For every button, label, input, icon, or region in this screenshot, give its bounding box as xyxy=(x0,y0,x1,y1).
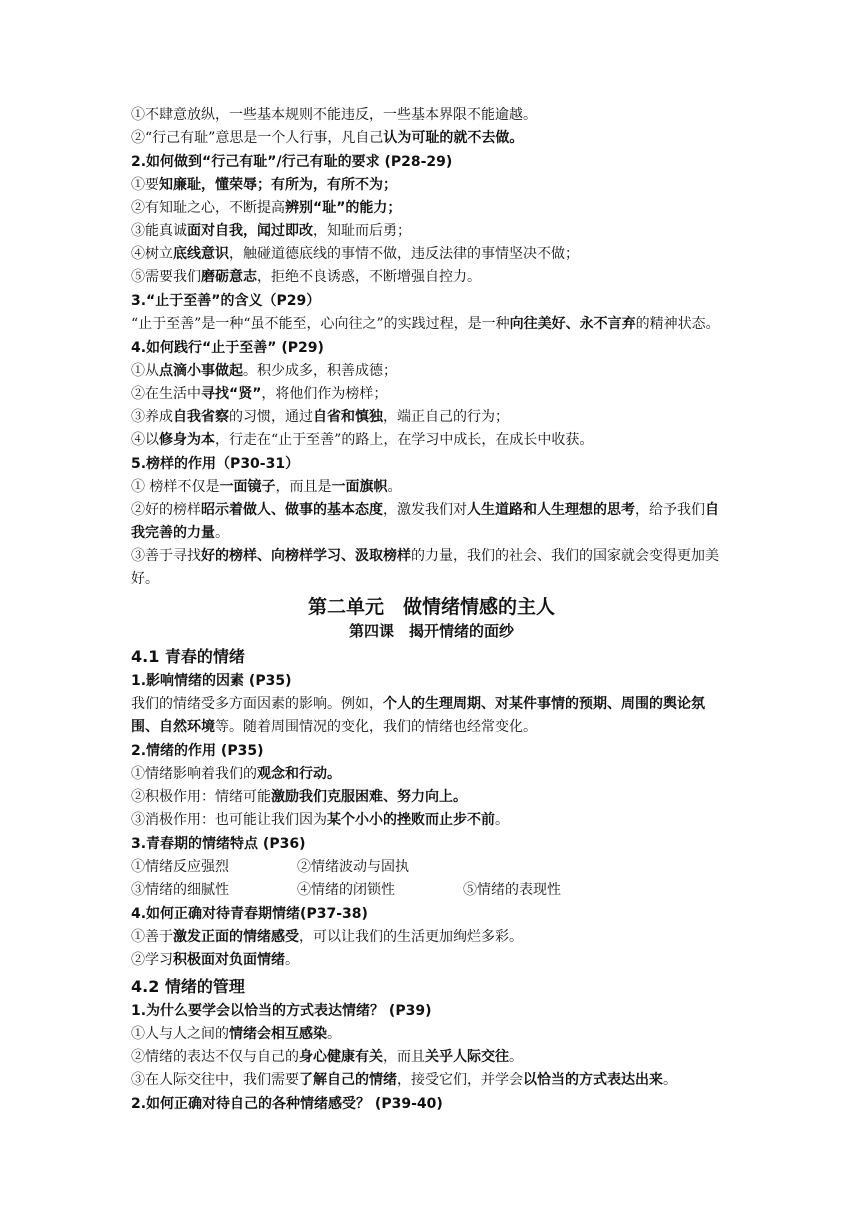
lesson-title xyxy=(131,620,732,642)
text: ③善于寻找 xyxy=(131,548,201,564)
trait-item: ③情绪的细腻性 xyxy=(131,882,229,898)
bold-text: 1.影响情绪的因素 (P35) xyxy=(131,673,292,689)
paragraph-line xyxy=(131,127,732,150)
paragraph xyxy=(131,313,732,336)
bold-text: 人生道路和人生理想的思考 xyxy=(467,502,635,518)
text: 。 xyxy=(285,952,299,968)
bold-text: 观念和行动。 xyxy=(257,766,341,782)
bold-text: 1.为什么要学会以恰当的方式表达情绪？ (P39) xyxy=(131,1003,432,1019)
bold-text: 第二单元 做情绪情感的主人 xyxy=(307,596,555,618)
bold-text: 寻找“贤” xyxy=(201,386,262,402)
text: ，而且 xyxy=(383,1049,425,1065)
text: ③能真诚 xyxy=(131,223,187,239)
text: 。积少成多，积善成德； xyxy=(243,363,397,379)
unit-title xyxy=(131,594,732,620)
question-heading xyxy=(131,903,732,926)
bold-text: 自我省察 xyxy=(173,409,229,425)
text: ③在人际交往中，我们需要 xyxy=(131,1072,299,1088)
question-heading xyxy=(131,453,732,476)
text: ，而且是 xyxy=(275,479,332,495)
bold-text: 某个小小的挫败而止步不前 xyxy=(327,812,495,828)
bold-text: 个人的生理周期、对某件事情的预期、周围的舆论氛围、自然环境 xyxy=(131,696,705,735)
paragraph-line xyxy=(131,763,732,786)
bold-text: 辨别“耻”的能力； xyxy=(285,200,402,216)
paragraph-line xyxy=(131,1069,732,1092)
bold-text: 4.1 青春的情绪 xyxy=(131,647,245,666)
paragraph-line xyxy=(131,1023,732,1046)
question-heading xyxy=(131,833,732,856)
question-heading xyxy=(131,1093,732,1116)
bold-text: 情绪会相互感染 xyxy=(229,1026,327,1042)
paragraph-line xyxy=(131,174,732,197)
question-heading xyxy=(131,1000,732,1023)
text: ②好的榜样 xyxy=(131,502,201,518)
text: ，行走在“止于至善”的路上，在学习中成长，在成长中收获。 xyxy=(215,432,594,448)
text: ②积极作用：情绪可能 xyxy=(131,789,271,805)
bold-text: 磨砺意志 xyxy=(201,269,257,285)
bold-text: 4.如何正确对待青春期情绪(P37-38) xyxy=(131,906,368,922)
bold-text: 5.榜样的作用（P30-31） xyxy=(131,456,300,472)
paragraph-line xyxy=(131,949,732,972)
text: ① 榜样不仅是 xyxy=(131,479,220,495)
text: 我们的情绪受多方面因素的影响。例如， xyxy=(131,696,383,712)
bold-text: 自省和慎独 xyxy=(313,409,383,425)
paragraph-line xyxy=(131,429,732,452)
bold-text: 以恰当的方式表达出来 xyxy=(523,1072,663,1088)
text: ，给予我们 xyxy=(635,502,705,518)
bold-text: 向往美好、永不言弃 xyxy=(509,316,636,332)
text: ④以 xyxy=(131,432,159,448)
bold-text: 2.情绪的作用 (P35) xyxy=(131,743,264,759)
bold-text: 激发正面的情绪感受 xyxy=(173,929,299,945)
paragraph-line xyxy=(131,243,732,266)
paragraph-line xyxy=(131,1046,732,1069)
text: ⑤需要我们 xyxy=(131,269,201,285)
text: 的习惯，通过 xyxy=(229,409,313,425)
text: ，拒绝不良诱惑，不断增强自控力。 xyxy=(257,269,481,285)
paragraph-line xyxy=(131,406,732,429)
text: ②“行己有耻”意思是一个人行事，凡自己 xyxy=(131,130,384,146)
question-heading xyxy=(131,740,732,763)
text: ②在生活中 xyxy=(131,386,201,402)
paragraph-line xyxy=(131,266,732,289)
paragraph-line xyxy=(131,220,732,243)
bold-text: 关乎人际交往 xyxy=(425,1049,509,1065)
text: 。 xyxy=(495,812,509,828)
bold-text: 一面镜子 xyxy=(219,479,276,495)
text: ，触碰道德底线的事情不做，违反法律的事情坚决不做； xyxy=(229,246,579,262)
paragraph-line xyxy=(131,786,732,809)
bold-text: 3.“止于至善”的含义（P29） xyxy=(131,293,321,309)
text: ，接受它们，并学会 xyxy=(397,1072,523,1088)
bold-text: 认为可耻的就不去做。 xyxy=(383,130,524,146)
text: ①情绪影响着我们的 xyxy=(131,766,257,782)
text: ②学习 xyxy=(131,952,173,968)
bold-text: 积极面对负面情绪 xyxy=(173,952,285,968)
text: ，激发我们对 xyxy=(383,502,467,518)
question-heading xyxy=(131,337,732,360)
paragraph-line xyxy=(131,476,732,499)
text: ①善于 xyxy=(131,929,173,945)
paragraph-line xyxy=(131,197,732,220)
question-heading xyxy=(131,290,732,313)
text: ，知耻而后勇； xyxy=(313,223,411,239)
text: 等。随着周围情况的变化，我们的情绪也经常变化。 xyxy=(215,719,537,735)
question-heading xyxy=(131,670,732,693)
bold-text: 2.如何做到“行己有耻”/行己有耻的要求 (P28-29) xyxy=(131,154,453,170)
section-heading xyxy=(131,974,732,999)
text: ①要 xyxy=(131,177,159,193)
paragraph-line xyxy=(131,104,732,127)
text: 的力量，我们的社会、我们的国家就会变得更加美好。 xyxy=(131,548,719,587)
text: ③养成 xyxy=(131,409,173,425)
text: 的精神状态。 xyxy=(635,316,720,332)
trait-item: ①情绪反应强烈 xyxy=(131,859,229,875)
trait-item: ④情绪的闭锁性 xyxy=(297,882,395,898)
bold-text: 4.2 情绪的管理 xyxy=(131,977,245,996)
trait-item: ②情绪波动与固执 xyxy=(297,859,409,875)
bold-text: 昭示着做人、做事的基本态度 xyxy=(201,502,383,518)
bold-text: 2.如何正确对待自己的各种情绪感受？ (P39-40) xyxy=(131,1096,443,1112)
paragraph-line xyxy=(131,926,732,949)
text: “止于至善”是一种“虽不能至，心向往之”的实践过程，是一种 xyxy=(131,316,510,332)
bold-text: 底线意识 xyxy=(173,246,229,262)
paragraph xyxy=(131,545,732,591)
text: 。 xyxy=(327,1026,341,1042)
bold-text: 面对自我，闻过即改 xyxy=(187,223,313,239)
bold-text: 一面旗帜 xyxy=(331,479,388,495)
document-body xyxy=(131,104,732,1116)
paragraph-line xyxy=(131,383,732,406)
bold-text: 点滴小事做起 xyxy=(159,363,243,379)
text: ②有知耻之心，不断提高 xyxy=(131,200,285,216)
bold-text: 第四课 揭开情绪的面纱 xyxy=(348,622,514,640)
text: ，可以让我们的生活更加绚烂多彩。 xyxy=(299,929,523,945)
text: ②情绪的表达不仅与自己的 xyxy=(131,1049,299,1065)
trait-row xyxy=(131,879,732,902)
bold-text: 修身为本 xyxy=(159,432,215,448)
text: ③消极作用：也可能让我们因为 xyxy=(131,812,327,828)
bold-text: 4.如何践行“止于至善” (P29) xyxy=(131,340,324,356)
section-heading xyxy=(131,644,732,669)
text: ，端正自己的行为； xyxy=(383,409,509,425)
paragraph xyxy=(131,693,732,739)
paragraph xyxy=(131,499,732,545)
trait-row xyxy=(131,856,732,879)
trait-item: ⑤情绪的表现性 xyxy=(463,882,561,898)
text: ①从 xyxy=(131,363,159,379)
bold-text: 自我完善的力量 xyxy=(131,502,719,541)
paragraph-line xyxy=(131,809,732,832)
text: ①不肆意放纵，一些基本规则不能违反，一些基本界限不能逾越。 xyxy=(131,107,537,123)
bold-text: 激励我们克服困难、努力向上。 xyxy=(271,789,467,805)
text: 。 xyxy=(509,1049,523,1065)
text: ④树立 xyxy=(131,246,173,262)
text: ，将他们作为榜样； xyxy=(261,386,388,402)
bold-text: 好的榜样、向榜样学习、汲取榜样 xyxy=(201,548,411,564)
bold-text: 3.青春期的情绪特点 (P36) xyxy=(131,836,306,852)
paragraph-line xyxy=(131,360,732,383)
bold-text: 了解自己的情绪 xyxy=(299,1072,397,1088)
question-heading xyxy=(131,151,732,174)
text: ①人与人之间的 xyxy=(131,1026,229,1042)
bold-text: 身心健康有关 xyxy=(299,1049,383,1065)
text: 。 xyxy=(387,479,402,495)
bold-text: 知廉耻，懂荣辱；有所为，有所不为； xyxy=(159,177,397,193)
text: 。 xyxy=(663,1072,677,1088)
text: 。 xyxy=(215,525,229,541)
